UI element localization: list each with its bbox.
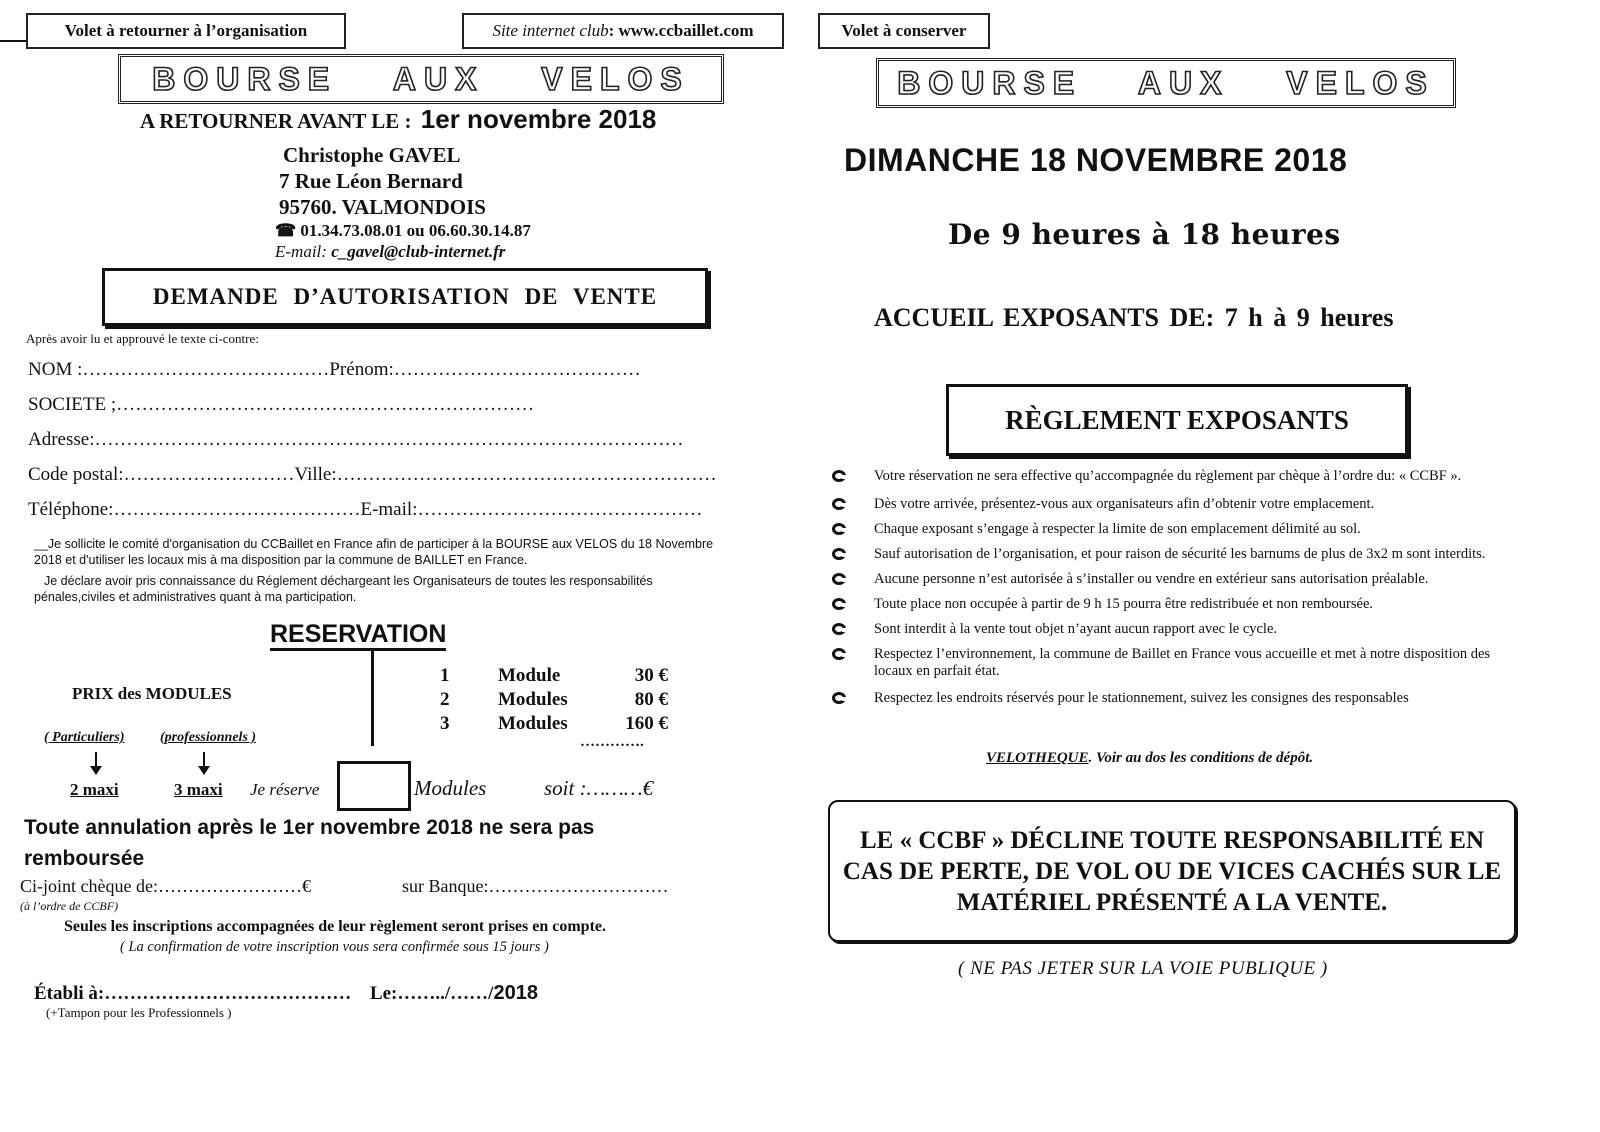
disclaimer-text: LE « CCBF » DÉCLINE TOUTE RESPONSABILITÉ EN CAS DE PERTE, DE VOL OU DE VICES CACHÉS SUR LE MATÉRIEL PRÉSENTÉ A LA VENTE.: [842, 826, 1502, 916]
annulation-notice: Toute annulation après le 1er novembre 2018 ne sera pas remboursée: [24, 816, 595, 870]
year-value: 2018: [493, 982, 538, 1004]
bullet-icon: [832, 548, 846, 560]
modules-table: 1 Module 30 € 2 Modules 80 € 3 Modules 160 € ………….: [440, 665, 668, 750]
event-date: DIMANCHE 18 NOVEMBRE 2018: [844, 142, 1348, 178]
field-telephone[interactable]: Téléphone:…………………………………E-mail:………………………………………: [28, 499, 703, 520]
right-volet-label: Volet à conserver: [818, 13, 990, 49]
seules-notice: Seules les inscriptions accompagnées de leur règlement seront prises en compte.: [64, 918, 607, 935]
intro-text: Après avoir lu et approuvé le texte ci-contre:: [26, 331, 259, 346]
bullet-icon: [832, 573, 846, 585]
left-volet-label: Volet à retourner à l’organisation: [26, 13, 346, 49]
field-societe[interactable]: SOCIETE ;…………………………………………………………: [28, 394, 535, 415]
contact-email-label: E-mail:: [275, 242, 327, 261]
velotheque-link[interactable]: VELOTHEQUE: [986, 750, 1089, 766]
field-adresse[interactable]: Adresse:…………………………………………………………………………………: [28, 429, 684, 450]
etabli-field[interactable]: Établi à:………………………………… Le:……../……/2018: [34, 982, 538, 1004]
rule-item: Sont interdit à la vente tout objet n’ayant aucun rapport avec le cycle.: [874, 621, 1574, 646]
contact-street: 7 Rue Léon Bernard: [279, 169, 463, 193]
rule-item: Respectez les endroits réservés pour le stationnement, suivez les consignes des responsables: [874, 690, 1574, 715]
price-dots: ………….: [580, 734, 644, 750]
footer-note: ( NE PAS JETER SUR LA VOIE PUBLIQUE ): [958, 958, 1328, 979]
rule-item: Chaque exposant s’engage à respecter la limite de son emplacement délimité au sol.: [874, 521, 1574, 546]
bullet-icon: [832, 523, 846, 535]
declaration-2: Je déclare avoir pris connaissance du Réglement déchargeant les Organisateurs de toutes les responsabilités pénales,civiles et administratives quant à ma participation.: [34, 574, 653, 604]
field-nom[interactable]: NOM :…………………………………Prénom:…………………………………: [28, 359, 641, 380]
banque-field[interactable]: sur Banque:…………………………: [402, 876, 669, 896]
rule-item: Dès votre arrivée, présentez-vous aux organisateurs afin d’obtenir votre emplacement.: [874, 496, 1574, 521]
disclaimer-box: [828, 800, 1516, 942]
professionnels-label: (professionnels ): [160, 730, 257, 745]
ordre-note: (à l’ordre de CCBF): [20, 899, 119, 913]
arrow-down-icon: [196, 752, 212, 781]
velotheque-note: VELOTHEQUE. Voir au dos les conditions de dépôt.: [986, 750, 1314, 766]
site-label-box: [462, 13, 784, 49]
declaration-1: __Je sollicite le comité d'organisation du CCBaillet en France afin de participer à la BOURSE aux VELOS du 18 Novembre 2018 et d'utiliser les locaux mis à ma disposition par la commune de BAILLET en France.: [34, 537, 714, 567]
bullet-icon: [832, 648, 846, 660]
bullet-icon: [832, 498, 846, 510]
bullet-icon: [832, 623, 846, 635]
confirmation-notice: ( La confirmation de votre inscription vous sera confirmée sous 15 jours ): [120, 939, 549, 955]
arrow-down-icon: [88, 752, 104, 781]
rule-item: Aucune personne n’est autorisée à s’installer ou vendre en extérieur sans autorisation préalable.: [874, 571, 1574, 596]
soit-field[interactable]: soit :………€: [544, 776, 654, 800]
rule-item: Votre réservation ne sera effective qu’accompagnée du règlement par chèque à l’ordre du: « CCBF ».: [874, 468, 1574, 496]
max-professionnels: 3 maxi: [174, 780, 223, 799]
rule-item: Sauf autorisation de l’organisation, et pour raison de sécurité les barnums de plus de 3x2 m sont interdits.: [874, 546, 1574, 571]
bullet-icon: [832, 692, 846, 704]
rule-item: Respectez l’environnement, la commune de Baillet en France vous accueille et met à notre disposition des locaux en parfait état.: [874, 646, 1524, 690]
return-before-date: 1er novembre 2018: [420, 104, 657, 134]
form-title: DEMANDE D’AUTORISATION DE VENTE: [152, 284, 658, 309]
return-before: [140, 104, 656, 135]
bullet-icon: [832, 470, 846, 482]
contact-name: Christophe GAVEL: [283, 143, 461, 167]
contact-phone: ☎ 01.34.73.08.01 ou 06.60.30.14.87: [275, 221, 531, 240]
form-title-box: [102, 268, 708, 326]
contact-block: [275, 142, 531, 262]
max-particuliers: 2 maxi: [70, 780, 119, 799]
je-reserve-label: Je réserve: [250, 780, 320, 799]
rules-list: [874, 468, 1574, 715]
field-code-postal[interactable]: Code postal:………………………Ville:……………………………………………………: [28, 464, 717, 485]
contact-city: 95760. VALMONDOIS: [279, 195, 486, 219]
return-before-label: A RETOURNER AVANT LE :: [140, 109, 412, 133]
reglement-title: RÈGLEMENT EXPOSANTS: [1005, 405, 1349, 435]
site-label: Site internet club: [492, 21, 609, 40]
right-title-banner: [876, 58, 1456, 108]
bullet-icon: [832, 598, 846, 610]
reservation-title: RESERVATION: [270, 620, 446, 651]
left-title: BOURSE AUX VELOS: [152, 61, 690, 97]
event-hours: De 9 heures à 18 heures: [948, 218, 1341, 251]
tampon-note: (+Tampon pour les Professionnels ): [46, 1005, 232, 1020]
site-url[interactable]: : www.ccbaillet.com: [608, 21, 754, 40]
reglement-title-box: [946, 384, 1408, 456]
modules-count-box[interactable]: [337, 761, 411, 811]
left-corner-mark: [0, 14, 28, 42]
particuliers-label: ( Particuliers): [44, 730, 125, 745]
accueil-hours: ACCUEIL EXPOSANTS DE: 7 h à 9 heures: [874, 303, 1394, 332]
prix-label: PRIX des MODULES: [72, 684, 232, 703]
reservation-divider: [371, 650, 374, 746]
contact-email[interactable]: c_gavel@club-internet.fr: [331, 242, 506, 261]
right-title: BOURSE AUX VELOS: [897, 65, 1435, 101]
left-title-banner: [118, 54, 724, 104]
cheque-field[interactable]: Ci-joint chèque de:……………………€: [20, 876, 311, 896]
modules-word: Modules: [414, 776, 487, 800]
rule-item: Toute place non occupée à partir de 9 h 15 pourra être redistribuée et non remboursée.: [874, 596, 1574, 621]
